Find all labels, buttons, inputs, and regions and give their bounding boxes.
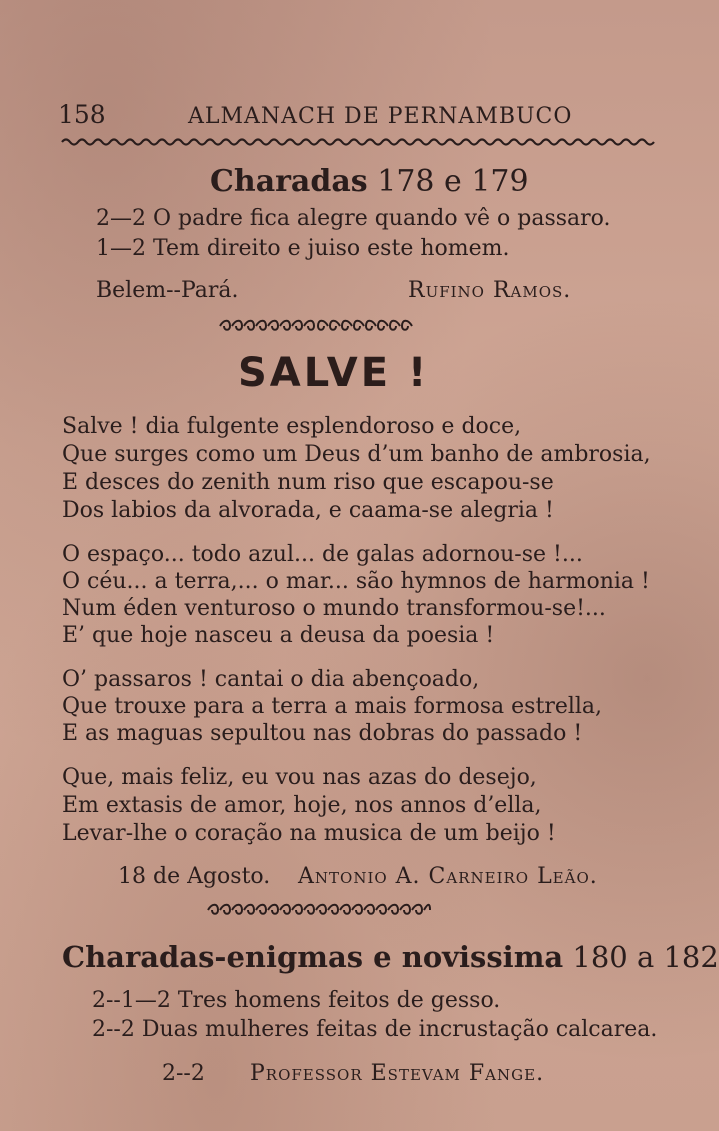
charada-line: 2--1—2 Tres homens feitos de gesso. bbox=[92, 988, 501, 1013]
poem-line: Num éden venturoso o mundo transformou-se!... bbox=[62, 596, 606, 621]
ornament-divider bbox=[206, 902, 432, 918]
poem-line: E’ que hoje nasceu a deusa da poesia ! bbox=[62, 623, 495, 648]
poem-line: Que surges como um Deus d’um banho de ambrosia, bbox=[62, 442, 651, 467]
poem-line: Em extasis de amor, hoje, nos annos d’ella, bbox=[62, 793, 542, 818]
header-wavy-rule bbox=[62, 136, 610, 148]
charada-line: 2--2 Duas mulheres feitas de incrustação calcarea. bbox=[92, 1017, 658, 1042]
poem-line: Salve ! dia fulgente esplendoroso e doce, bbox=[62, 414, 522, 439]
charada-line: 2—2 O padre fica alegre quando vê o passaro. bbox=[96, 206, 611, 231]
poem-title: SALVE ! bbox=[238, 350, 430, 396]
poem-date: 18 de Agosto. bbox=[118, 864, 271, 889]
poem-line: Que, mais feliz, eu vou nas azas do desejo, bbox=[62, 765, 537, 790]
charadas-enigmas-heading-numbers: 180 a 182 bbox=[572, 940, 719, 974]
charadas-heading-numbers: 178 e 179 bbox=[377, 164, 529, 199]
ornament-divider bbox=[218, 318, 414, 334]
charada-author: Rufino Ramos. bbox=[408, 278, 572, 303]
poem-line: O espaço... todo azul... de galas adornou-se !... bbox=[62, 542, 583, 567]
charadas-heading bbox=[210, 164, 529, 199]
charada-place: Belem--Pará. bbox=[96, 278, 239, 303]
poem-line: Que trouxe para a terra a mais formosa estrella, bbox=[62, 694, 603, 719]
running-header-title: ALMANACH DE PERNAMBUCO bbox=[188, 104, 573, 129]
page-number: 158 bbox=[58, 100, 106, 129]
poem-line: Levar-lhe o coração na musica de um beijo ! bbox=[62, 821, 556, 846]
poem-line: Dos labios da alvorada, e caama-se alegria ! bbox=[62, 498, 554, 523]
poem-author: Antonio A. Carneiro Leão. bbox=[298, 864, 598, 889]
charadas-enigmas-heading-bold: Charadas-enigmas e novissima bbox=[62, 940, 564, 974]
charadas-enigmas-heading bbox=[62, 940, 719, 974]
charadas-heading-bold: Charadas bbox=[210, 164, 368, 199]
poem-line: E desces do zenith num riso que escapou-se bbox=[62, 470, 554, 495]
charada-author: Professor Estevam Fange. bbox=[250, 1061, 545, 1086]
poem-line: E as maguas sepultou nas dobras do passado ! bbox=[62, 721, 583, 746]
charada-code: 2--2 bbox=[162, 1061, 205, 1086]
charada-line: 1—2 Tem direito e juiso este homem. bbox=[96, 236, 510, 261]
poem-line: O’ passaros ! cantai o dia abençoado, bbox=[62, 667, 480, 692]
poem-line: O céu... a terra,... o mar... são hymnos de harmonia ! bbox=[62, 569, 650, 594]
